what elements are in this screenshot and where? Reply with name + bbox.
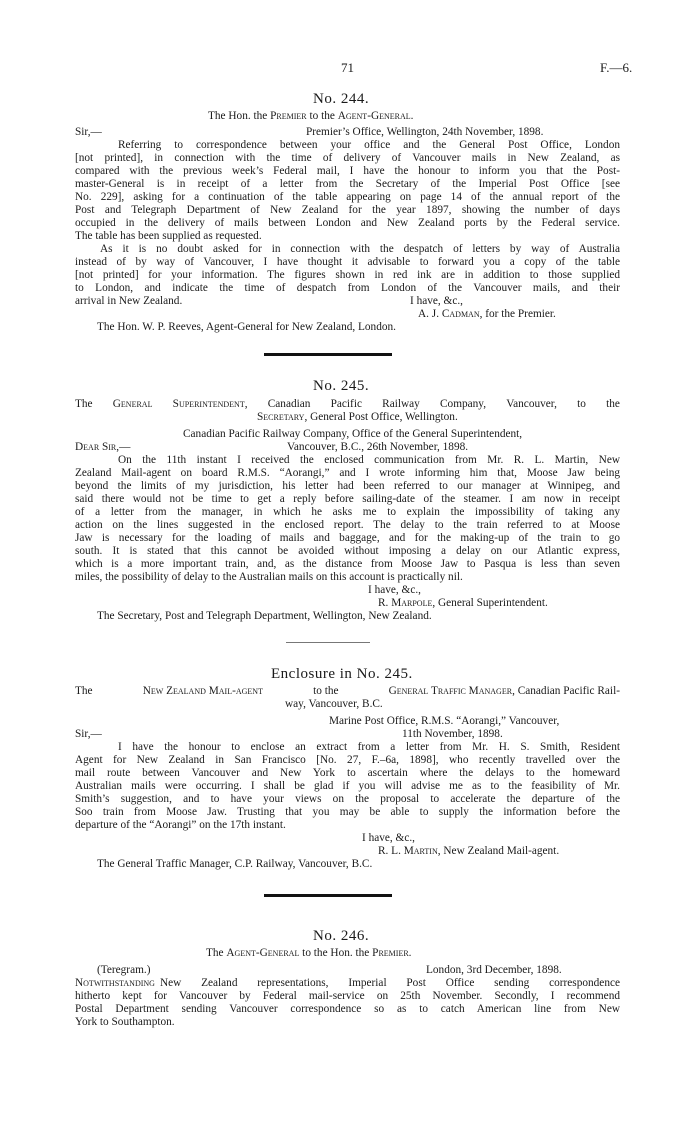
letter-244-body-line: arrival in New Zealand. (75, 295, 183, 307)
enclosure-245-body-line: mail route between Vancouver and New York to ascertain where the delays to the homeward (75, 767, 620, 779)
enclosure-245-body-line: Soo train from Moose Jaw. Trusting that you may be able to supply the information before the (75, 806, 620, 818)
letter-244-heading: The Hon. the Premier to the Agent-General. (208, 110, 414, 122)
document-reference: F.—6. (600, 60, 633, 75)
enclosure-245-body-line: departure of the “Aorangi” on the 17th instant. (75, 819, 286, 831)
letter-245-body-line: miles, the possibility of delay to the Australian mails on this account is practically nil. (75, 571, 463, 583)
letter-244-body-line: master-General is in receipt of a letter from the Secretary of the Imperial Post Office [see (75, 178, 620, 190)
letter-244-body-line: Post and Telegraph Department of New Zealand for the year 1897, showing the number of days (75, 204, 620, 216)
enclosure-245-body-line: Smith’s suggestion, and to have your views on the proposal to accelerate the departure of the (75, 793, 620, 805)
letter-244-number: No. 244. (313, 91, 370, 107)
page-number: 71 (341, 60, 354, 75)
letter-245-number: No. 245. (313, 378, 370, 394)
letter-246-number: No. 246. (313, 928, 370, 944)
section-divider (286, 642, 370, 643)
enclosure-245-heading-line2: way, Vancouver, B.C. (285, 698, 383, 710)
enclosure-245-address-1: Marine Post Office, R.M.S. “Aorangi,” Vancouver, (329, 715, 560, 727)
letter-244-body-line: compared with the previous week’s Federal mail, I have the honour to inform you that the Post- (75, 165, 620, 177)
letter-244-signature: A. J. Cadman, for the Premier. (418, 308, 556, 320)
letter-246-body-line: hitherto kept for Vancouver by Federal mail-service on 25th November. Secondly, I recommend (75, 990, 620, 1002)
letter-246-telegram-label: (Teregram.) (97, 964, 151, 976)
enclosure-245-body-line: I have the honour to enclose an extract from a letter from Mr. H. S. Smith, Resident (118, 741, 620, 753)
letter-245-body-line: beyond the limits of my jurisdiction, his letter had been referred to our manager at Winnipeg, and (75, 480, 620, 492)
enclosure-245-body-line: Agent for New Zealand in San Francisco [No. 27, F.–6a, 1898], who recently travelled over the (75, 754, 620, 766)
section-divider (264, 353, 392, 356)
section-divider (264, 894, 392, 897)
letter-246-address-date: London, 3rd December, 1898. (426, 964, 562, 976)
letter-244-addressee: The Hon. W. P. Reeves, Agent-General for New Zealand, London. (97, 321, 396, 333)
letter-244-address-date: Premier’s Office, Wellington, 24th November, 1898. (306, 126, 544, 138)
letter-245-body-line: Jaw is necessary for the loading of mails and baggage, and for the making-up of the train to go (75, 532, 620, 544)
letter-244-salutation: Sir,— (75, 126, 102, 138)
letter-245-salutation: Dear Sir,— (75, 441, 131, 453)
letter-244-body-line: to London, and indicate the time of despatch from London of the Vancouver mails, and their (75, 282, 620, 294)
letter-244-closing: I have, &c., (410, 295, 464, 307)
letter-245-body-line: said there would not be time to get a reply before sailing-date of the steamer. I am now in receipt (75, 493, 620, 505)
letter-245-body-line: On the 11th instant I received the enclosed communication from Mr. R. L. Martin, New (118, 454, 620, 466)
letter-244-body-line: [not printed] for your information. The figures shown in red ink are in addition to those supplied (75, 269, 620, 281)
enclosure-245-heading-line1: The New Zealand Mail-agent to the General Traffic Manager, Canadian Pacific Rail- (75, 685, 620, 697)
letter-245-heading-line1: The General Superintendent, Canadian Pacific Railway Company, Vancouver, to the (75, 398, 620, 410)
letter-245-body-line: action on the lines suggested in the enclosed report. The delay to the train referred to at Moose (75, 519, 620, 531)
letter-245-body-line: which is a more important train, and, as the distance from Moose Jaw to Pasqua is less than seven (75, 558, 620, 570)
enclosure-245-addressee: The General Traffic Manager, C.P. Railway, Vancouver, B.C. (97, 858, 373, 870)
letter-246-heading: The Agent-General to the Hon. the Premier. (206, 947, 412, 959)
enclosure-245-title: Enclosure in No. 245. (271, 666, 413, 682)
letter-245-heading-line2: Secretary, General Post Office, Wellington. (257, 411, 458, 423)
letter-245-addressee: The Secretary, Post and Telegraph Department, Wellington, New Zealand. (97, 610, 432, 622)
letter-244-body-line: occupied in the delivery of mails between London and New Zealand ports by the Federal service. (75, 217, 620, 229)
letter-244-body-line: Referring to correspondence between your office and the General Post Office, London (118, 139, 620, 151)
letter-244-body-line: As it is no doubt asked for in connection with the despatch of letters by way of Australia (100, 243, 620, 255)
letter-244-body-line: No. 229], asking for a continuation of the table appearing on page 14 of the annual report of the (75, 191, 620, 203)
enclosure-245-body-line: Australian mails were occurring. I shall be glad if you will advise me as to the feasibility of Mr. (75, 780, 620, 792)
letter-244-body-line: [not printed], in connection with the time of delivery of Vancouver mails in New Zealand, as (75, 152, 620, 164)
letter-245-body-line: south. It is stated that this cannot be avoided without imposing a delay on our Atlantic express, (75, 545, 620, 557)
enclosure-245-signature: R. L. Martin, New Zealand Mail-agent. (378, 845, 560, 857)
enclosure-245-address-2: 11th November, 1898. (402, 728, 503, 740)
enclosure-245-salutation: Sir,— (75, 728, 102, 740)
letter-246-body-line: Notwithstanding New Zealand representations, Imperial Post Office sending correspondence (75, 977, 620, 989)
letter-246-body-line: York to Southampton. (75, 1016, 175, 1028)
letter-244-body-line: The table has been supplied as requested. (75, 230, 262, 242)
letter-245-signature: R. Marpole, General Superintendent. (378, 597, 548, 609)
letter-246-body-line: Postal Department sending Vancouver correspondence so as to catch American line from New (75, 1003, 620, 1015)
letter-244-body-line: instead of by way of Vancouver, I have thought it advisable to forward you a copy of the table (75, 256, 620, 268)
letter-245-closing: I have, &c., (368, 584, 422, 596)
letter-245-body-line: Zealand Mail-agent on board R.M.S. “Aorangi,” and I wrote informing him that, Moose Jaw being (75, 467, 620, 479)
letter-245-address-2: Vancouver, B.C., 26th November, 1898. (287, 441, 469, 453)
letter-245-address-1: Canadian Pacific Railway Company, Office of the General Superintendent, (183, 428, 523, 440)
enclosure-245-closing: I have, &c., (362, 832, 416, 844)
letter-245-body-line: of a letter from the manager, in which he asks me to explain the impossibility of taking any (75, 506, 620, 518)
